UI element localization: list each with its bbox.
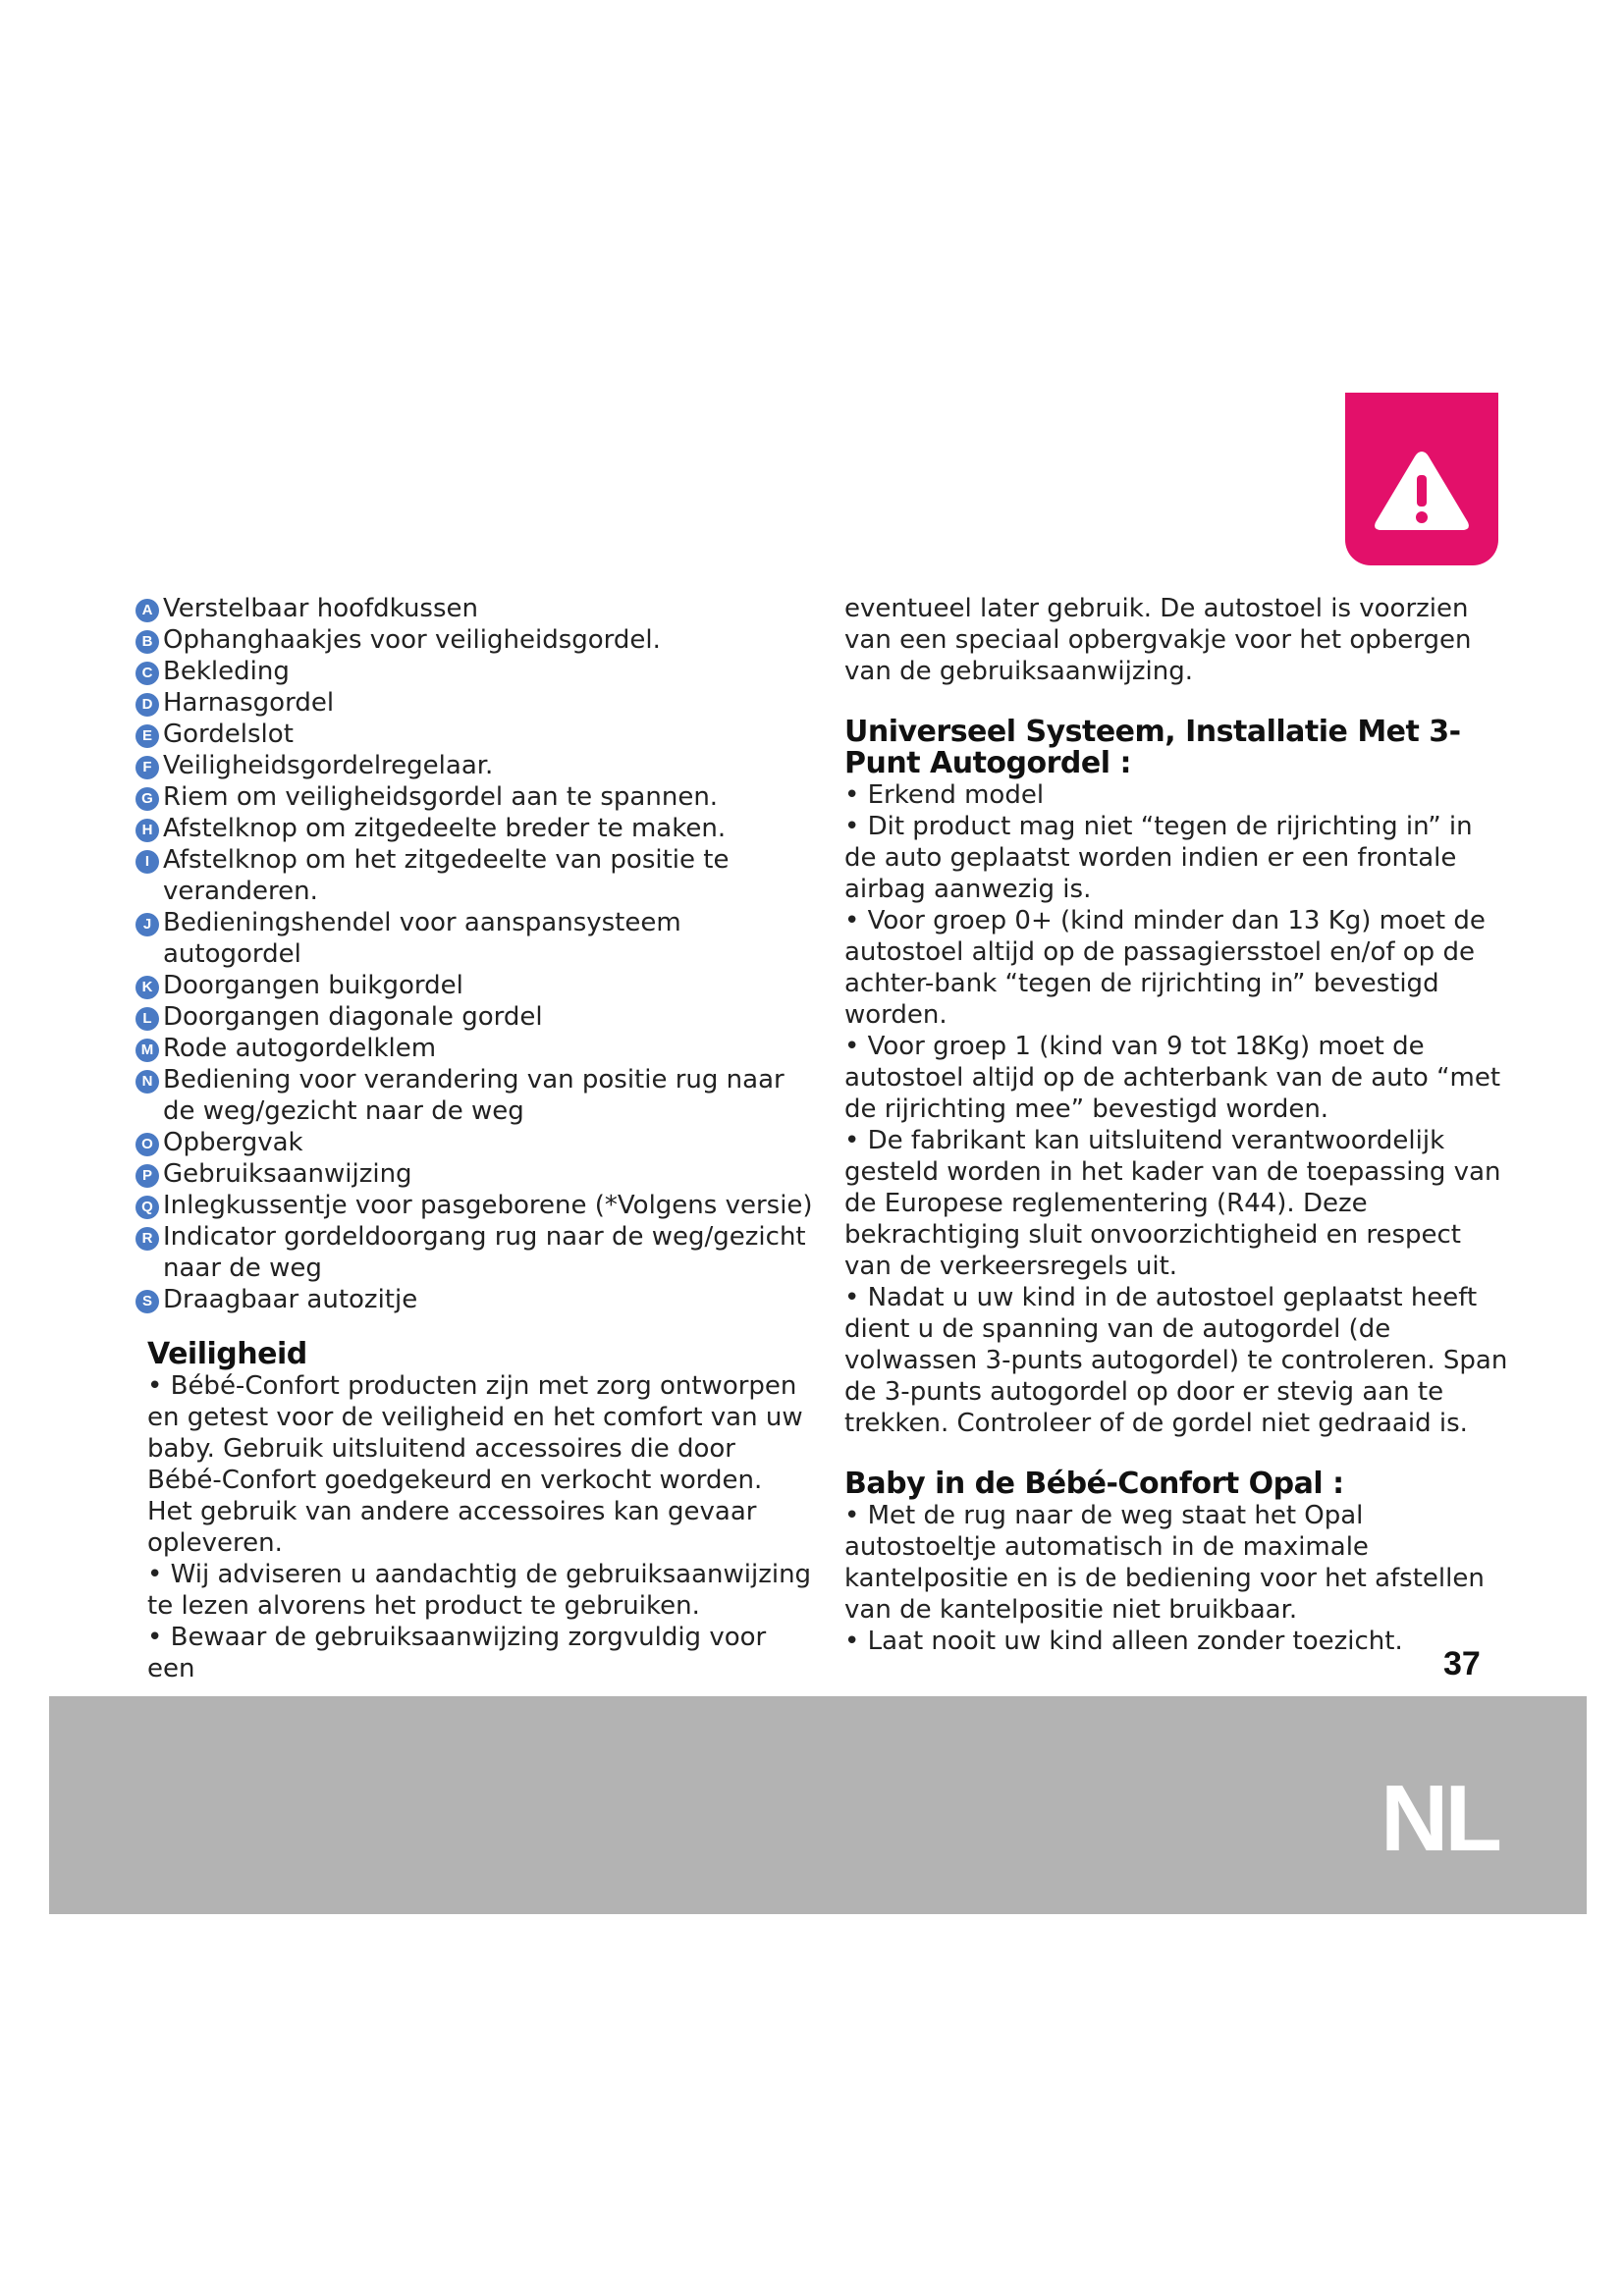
legend-badge: F: [135, 756, 159, 779]
legend-text: Afstelknop om zitgedeelte breder te maken.: [163, 814, 727, 843]
universeel-paragraph: • Erkend model: [844, 780, 1045, 810]
legend-text: Opbergvak: [163, 1128, 303, 1157]
legend-badge: C: [135, 662, 159, 685]
legend-text: Bediening voor verandering van positie rug naar de weg/gezicht naar de weg: [163, 1065, 785, 1126]
legend-item: [135, 687, 813, 719]
legend-badge: E: [135, 724, 159, 748]
language-band: [49, 1696, 1587, 1914]
legend-badge: Q: [135, 1196, 159, 1219]
page-number: 37: [1443, 1645, 1481, 1682]
legend-badge: G: [135, 787, 159, 811]
legend-item: [135, 1033, 813, 1064]
legend-text: Harnasgordel: [163, 688, 335, 718]
legend-badge: R: [135, 1227, 159, 1251]
universeel-paragraph: • De fabrikant kan uitsluitend verantwoordelijk gesteld worden in het kader van de toepassing van de Europese reglementering (R44). Deze bekrachtiging sluit onvoorzichtigheid en respect van de verkeersregels uit.: [844, 1126, 1501, 1281]
legend-item: [135, 781, 813, 813]
left-column: [135, 593, 813, 1684]
veiligheid-body: [147, 1370, 813, 1684]
baby-paragraph: • Met de rug naar de weg staat het Opal autostoeltje automatisch in de maximale kantelpositie en is de bediening voor het afstellen van de kantelpositie niet bruikbaar.: [844, 1501, 1485, 1625]
legend-badge: D: [135, 693, 159, 717]
legend-badge: M: [135, 1039, 159, 1062]
legend-item: [135, 1158, 813, 1190]
universeel-paragraph: • Voor groep 1 (kind van 9 tot 18Kg) moet de autostoel altijd op de achterbank van de auto “met de rijrichting mee” bevestigd worden.: [844, 1032, 1501, 1124]
veiligheid-paragraph: • Bewaar de gebruiksaanwijzing zorgvuldig voor een: [147, 1623, 767, 1683]
legend-badge: L: [135, 1007, 159, 1031]
legend-badge: K: [135, 976, 159, 999]
veiligheid-paragraph: • Wij adviseren u aandachtig de gebruiksaanwijzing te lezen alvorens het product te gebruiken.: [147, 1560, 812, 1621]
legend-item: [135, 1190, 813, 1221]
legend-text: Afstelknop om het zitgedeelte van positie te veranderen.: [163, 845, 730, 906]
legend-badge: B: [135, 630, 159, 654]
legend-text: Gordelslot: [163, 720, 294, 749]
veiligheid-paragraph: • Bébé-Confort producten zijn met zorg ontworpen en getest voor de veiligheid en het comfort van uw baby. Gebruik uitsluitend accessoires die door Bébé-Confort goedgekeurd en verkocht worden. Het gebruik van andere accessoires kan gevaar opleveren.: [147, 1371, 803, 1558]
legend-item: [135, 1127, 813, 1158]
veiligheid-heading: Veiligheid: [147, 1337, 307, 1371]
universeel-paragraph: • Voor groep 0+ (kind minder dan 13 Kg) moet de autostoel altijd op de passagiersstoel en/of op de achter-bank “tegen de rijrichting in” bevestigd worden.: [844, 906, 1486, 1030]
legend-item: [135, 1284, 813, 1315]
universeel-paragraph: • Nadat u uw kind in de autostoel geplaatst heeft dient u de spanning van de autogordel (de volwassen 3-punts autogordel) te controleren. Span de 3-punts autogordel op door er stevig aan te trekken. Controleer of de gordel niet gedraaid is.: [844, 1283, 1508, 1438]
legend-badge: A: [135, 599, 159, 622]
legend-item: [135, 656, 813, 687]
legend-badge: N: [135, 1070, 159, 1094]
legend-item: [135, 1064, 813, 1127]
legend-text: Indicator gordeldoorgang rug naar de weg/gezicht naar de weg: [163, 1222, 806, 1283]
baby-paragraph: • Laat nooit uw kind alleen zonder toezicht.: [844, 1627, 1403, 1656]
legend-text: Rode autogordelklem: [163, 1034, 437, 1063]
legend-text: Veiligheidsgordelregelaar.: [163, 751, 494, 780]
legend-text: Doorgangen buikgordel: [163, 971, 463, 1000]
baby-heading: Baby in de Bébé-Confort Opal :: [844, 1467, 1344, 1501]
legend-badge: I: [135, 850, 159, 874]
legend-item: [135, 624, 813, 656]
universeel-paragraph: • Dit product mag niet “tegen de rijrichting in” in de auto geplaatst worden indien er een frontale airbag aanwezig is.: [844, 812, 1473, 904]
legend-text: Verstelbaar hoofdkussen: [163, 594, 478, 623]
legend-item: [135, 1221, 813, 1284]
legend-text: Ophanghaakjes voor veiligheidsgordel.: [163, 625, 661, 655]
parts-legend: [135, 593, 813, 1315]
warning-triangle-icon: [1371, 446, 1473, 534]
legend-text: Doorgangen diagonale gordel: [163, 1002, 543, 1032]
intro-continuation: eventueel later gebruik. De autostoel is voorzien van een speciaal opbergvakje voor het opbergen van de gebruiksaanwijzing.: [844, 594, 1472, 686]
legend-text: Gebruiksaanwijzing: [163, 1159, 412, 1189]
warning-box: [1345, 393, 1498, 565]
legend-item: [135, 1001, 813, 1033]
legend-text: Bekleding: [163, 657, 290, 686]
legend-item: [135, 750, 813, 781]
legend-item: [135, 719, 813, 750]
legend-badge: P: [135, 1164, 159, 1188]
universeel-heading: Universeel Systeem, Installatie Met 3-Punt Autogordel :: [844, 715, 1461, 780]
legend-item: [135, 907, 813, 970]
legend-item: [135, 813, 813, 844]
legend-text: Draagbaar autozitje: [163, 1285, 418, 1314]
legend-badge: H: [135, 819, 159, 842]
language-code: NL: [1380, 1766, 1498, 1871]
legend-badge: S: [135, 1290, 159, 1313]
legend-item: [135, 970, 813, 1001]
legend-text: Bedieningshendel voor aanspansysteem autogordel: [163, 908, 681, 969]
legend-text: Inlegkussentje voor pasgeborene (*Volgens versie): [163, 1191, 813, 1220]
legend-item: [135, 844, 813, 907]
legend-badge: J: [135, 913, 159, 936]
legend-item: [135, 593, 813, 624]
legend-text: Riem om veiligheidsgordel aan te spannen.: [163, 782, 719, 812]
legend-badge: O: [135, 1133, 159, 1156]
right-column: [844, 593, 1512, 1657]
